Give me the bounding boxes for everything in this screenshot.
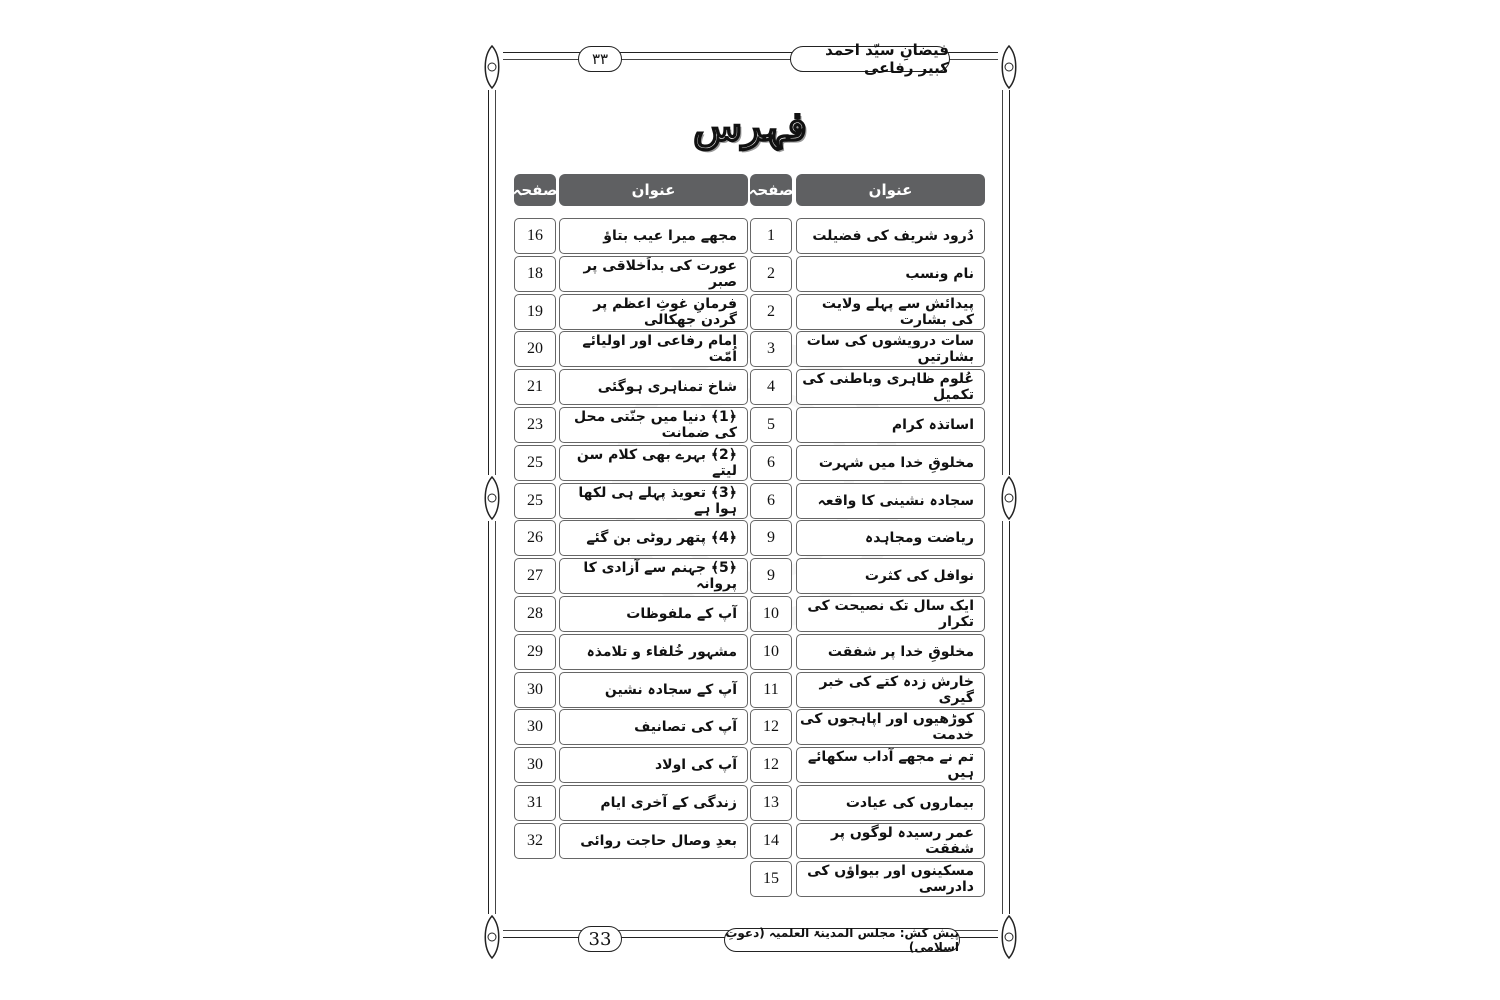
left-table-entry-title: شاخ تمناہری ہوگئی <box>559 369 748 405</box>
left-table-entry-title: آپ کے سجادہ نشین <box>559 672 748 708</box>
left-table-entry-title: ﴿1﴾ دنیا میں جنّتی محل کی ضمانت <box>559 407 748 443</box>
right-table-entry-page: 10 <box>750 596 792 632</box>
left-table-entry-title: مجھے میرا عیب بتاؤ <box>559 218 748 254</box>
left-table-entry-page: 23 <box>514 407 556 443</box>
left-table-entry-title: آپ کی اولاد <box>559 747 748 783</box>
right-table-entry-page: 4 <box>750 369 792 405</box>
left-table-entry-page: 30 <box>514 672 556 708</box>
right-table-entry-page: 6 <box>750 445 792 481</box>
right-table-entry-page: 6 <box>750 483 792 519</box>
left-table-entry-page: 25 <box>514 483 556 519</box>
corner-ornament-icon <box>481 44 503 90</box>
right-table-entry-title: مخلوقِ خدا میں شہرت <box>796 445 985 481</box>
right-table-entry-title: مسکینوں اور بیواؤں کی دادرسی <box>796 861 985 897</box>
right-table-entry-title: اساتذہ کرام <box>796 407 985 443</box>
right-table-entry-title: نوافل کی کثرت <box>796 558 985 594</box>
footer-page-number: 33 <box>578 926 622 952</box>
left-table-entry-page: 19 <box>514 294 556 330</box>
right-table-entry-page: 15 <box>750 861 792 897</box>
header-page-number: ۳۳ <box>578 46 622 72</box>
right-table-entry-page: 10 <box>750 634 792 670</box>
corner-ornament-icon <box>998 914 1020 960</box>
right-table-entry-title: ایک سال تک نصیحت کی تکرار <box>796 596 985 632</box>
right-title-header: عنوان <box>796 174 985 206</box>
left-table-entry-page: 30 <box>514 709 556 745</box>
left-table-entry-title: آپ کے ملفوظات <box>559 596 748 632</box>
left-table-entry-title: فرمانِ غوثِ اعظم پر گردن جھکالی <box>559 294 748 330</box>
left-table-entry-title: عورت کی بداَخلاقی پر صبر <box>559 256 748 292</box>
left-table-entry-page: 16 <box>514 218 556 254</box>
left-table-entry-title: ﴿4﴾ پتھر روٹی بن گئے <box>559 520 748 556</box>
left-table-entry-page: 31 <box>514 785 556 821</box>
left-table-entry-page: 18 <box>514 256 556 292</box>
right-table-entry-page: 11 <box>750 672 792 708</box>
left-title-header: عنوان <box>559 174 748 206</box>
right-table-entry-title: سات درویشوں کی سات بشارتیں <box>796 331 985 367</box>
right-table-entry-page: 5 <box>750 407 792 443</box>
right-table-entry-title: عُلوم ظاہری وباطنی کی تکمیل <box>796 369 985 405</box>
left-table-entry-title: ﴿2﴾ بہرے بھی کلام سن لیتے <box>559 445 748 481</box>
left-table-entry-page: 21 <box>514 369 556 405</box>
left-table-entry-page: 30 <box>514 747 556 783</box>
right-table-entry-title: عمر رسیدہ لوگوں پر شفقت <box>796 823 985 859</box>
left-table-entry-title: آپ کی تصانیف <box>559 709 748 745</box>
left-table-entry-page: 32 <box>514 823 556 859</box>
right-table-entry-title: کوڑھیوں اور اپاہجوں کی خدمت <box>796 709 985 745</box>
left-table-entry-title: ﴿3﴾ تعویذ پہلے ہی لکھا ہوا ہے <box>559 483 748 519</box>
footer-presenter: پیش کش: مجلس المدینۃ العلمیہ (دعوتِ اسلامی) <box>725 926 959 954</box>
right-table-entry-title: نام ونسب <box>796 256 985 292</box>
side-ornament-icon <box>481 475 503 521</box>
right-table-entry-title: دُرود شریف کی فضیلت <box>796 218 985 254</box>
right-table-entry-title: ریاضت ومجاہدہ <box>796 520 985 556</box>
left-table-entry-page: 26 <box>514 520 556 556</box>
right-table-entry-page: 13 <box>750 785 792 821</box>
left-table-entry-page: 28 <box>514 596 556 632</box>
corner-ornament-icon <box>481 914 503 960</box>
right-page-header: صفحہ <box>750 174 792 206</box>
right-table-entry-page: 2 <box>750 256 792 292</box>
right-table-entry-title: بیماروں کی عیادت <box>796 785 985 821</box>
left-table-entry-page: 25 <box>514 445 556 481</box>
corner-ornament-icon <box>998 44 1020 90</box>
right-table-entry-title: سجادہ نشینی کا واقعہ <box>796 483 985 519</box>
right-table-entry-page: 14 <box>750 823 792 859</box>
right-table-entry-title: پیدائش سے پہلے ولایت کی بشارت <box>796 294 985 330</box>
right-table-entry-title: خارش زدہ کتے کی خبر گیری <box>796 672 985 708</box>
right-table-entry-page: 12 <box>750 709 792 745</box>
header-book-title: فیضانِ سیّد احمد کبیر رفاعی <box>790 46 950 72</box>
right-table-entry-page: 1 <box>750 218 792 254</box>
left-table-entry-title: زندگی کے آخری ایام <box>559 785 748 821</box>
right-table-entry-title: تم نے مجھے آداب سکھائے ہیں <box>796 747 985 783</box>
left-page-header: صفحہ <box>514 174 556 206</box>
page-title: فہرس <box>693 102 807 150</box>
left-table-entry-page: 29 <box>514 634 556 670</box>
right-table-entry-page: 2 <box>750 294 792 330</box>
left-table-entry-title: بعدِ وصال حاجت روائی <box>559 823 748 859</box>
right-table-entry-page: 9 <box>750 520 792 556</box>
right-table-entry-page: 12 <box>750 747 792 783</box>
side-ornament-icon <box>998 475 1020 521</box>
left-table-entry-title: امام رفاعی اور اولیائے اُمّت <box>559 331 748 367</box>
left-table-entry-page: 27 <box>514 558 556 594</box>
right-table-entry-page: 9 <box>750 558 792 594</box>
left-table-entry-title: ﴿5﴾ جہنم سے آزادی کا پروانہ <box>559 558 748 594</box>
right-table-entry-page: 3 <box>750 331 792 367</box>
left-table-entry-page: 20 <box>514 331 556 367</box>
right-table-entry-title: مخلوقِ خدا پر شفقت <box>796 634 985 670</box>
left-table-entry-title: مشہور خُلفاء و تلامذہ <box>559 634 748 670</box>
